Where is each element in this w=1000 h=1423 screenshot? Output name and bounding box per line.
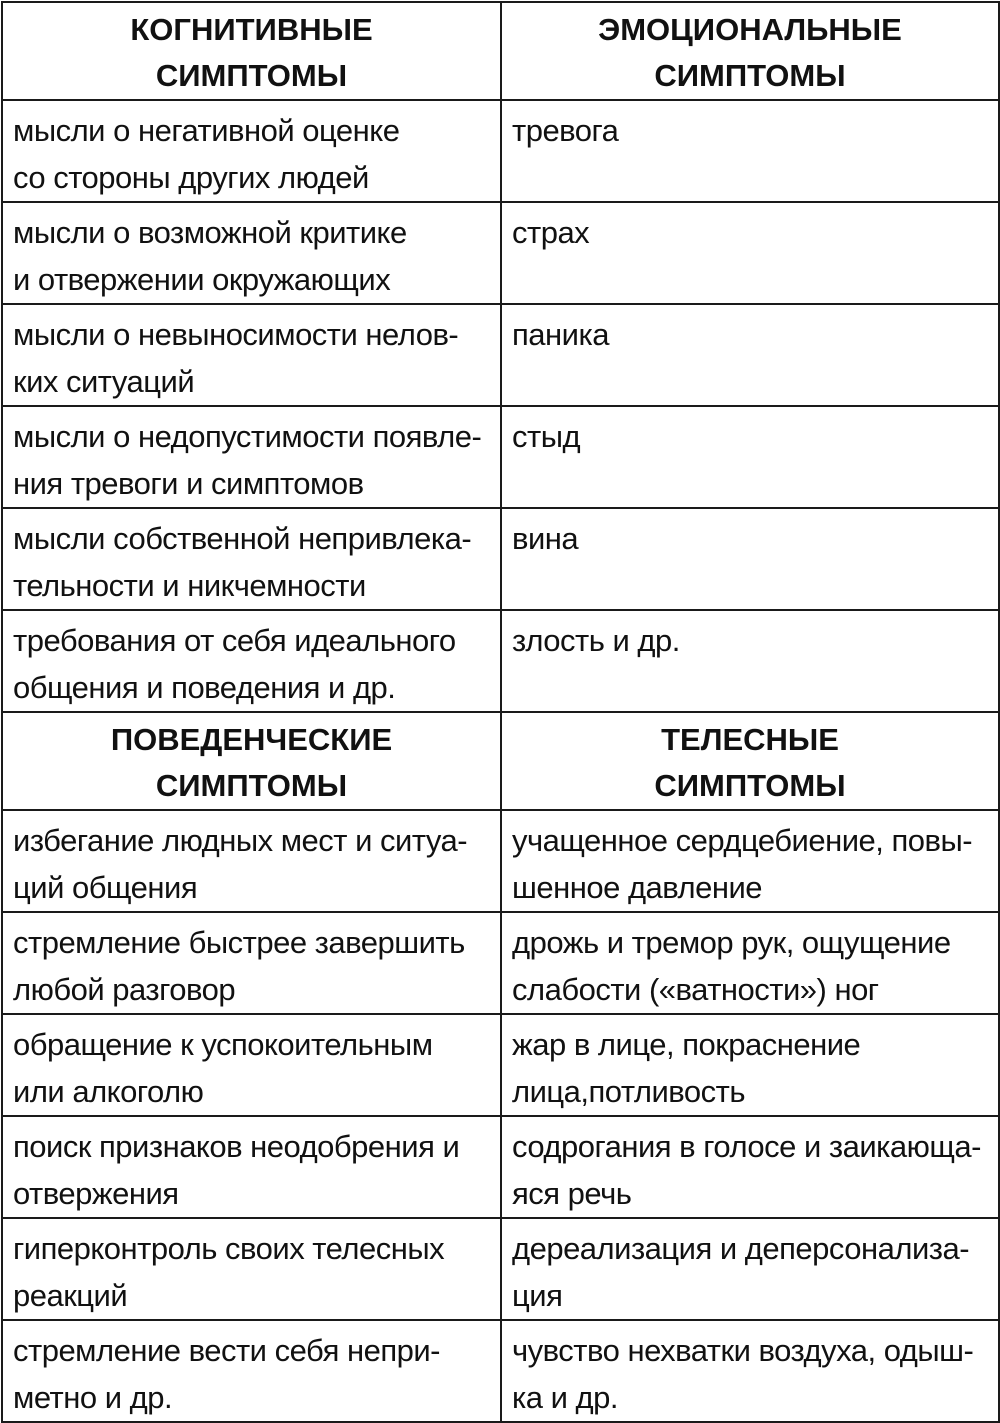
bodily-symptom-cell: учащенное сердцебиение, повы- шенное давление [501, 810, 999, 912]
behavioral-symptom-cell: гиперконтроль своих телесных реакций [2, 1218, 501, 1320]
emotional-symptom-cell: злость и др. [501, 610, 999, 712]
section-header-row [2, 712, 999, 810]
header-cognitive-symptoms: КОГНИТИВНЫЕ СИМПТОМЫ [2, 2, 501, 100]
table-row [2, 1014, 999, 1116]
behavioral-symptom-cell: поиск признаков неодобрения и отвержения [2, 1116, 501, 1218]
behavioral-symptom-cell: обращение к успокоительным или алкоголю [2, 1014, 501, 1116]
emotional-symptom-cell: стыд [501, 406, 999, 508]
bodily-symptom-cell: жар в лице, покраснение лица,потливость [501, 1014, 999, 1116]
emotional-symptom-cell: страх [501, 202, 999, 304]
bodily-symptom-cell: чувство нехватки воздуха, одыш- ка и др. [501, 1320, 999, 1422]
cognitive-symptom-cell: мысли о невыносимости нелов- ких ситуаций [2, 304, 501, 406]
table-row [2, 912, 999, 1014]
bodily-symptom-cell: дрожь и тремор рук, ощущение слабости («ватности») ног [501, 912, 999, 1014]
bodily-symptom-cell: дереализация и деперсонализа- ция [501, 1218, 999, 1320]
header-bodily-symptoms: ТЕЛЕСНЫЕ СИМПТОМЫ [501, 712, 999, 810]
symptoms-table [1, 1, 1000, 1423]
cognitive-symptom-cell: мысли о возможной критике и отвержении окружающих [2, 202, 501, 304]
cognitive-symptom-cell: мысли собственной непривлека- тельности и никчемности [2, 508, 501, 610]
table-row [2, 1116, 999, 1218]
behavioral-symptom-cell: избегание людных мест и ситуа- ций общения [2, 810, 501, 912]
table-row [2, 1218, 999, 1320]
table-row [2, 810, 999, 912]
table-row [2, 202, 999, 304]
behavioral-symptom-cell: стремление быстрее завершить любой разговор [2, 912, 501, 1014]
emotional-symptom-cell: тревога [501, 100, 999, 202]
table-row [2, 406, 999, 508]
cognitive-symptom-cell: требования от себя идеального общения и поведения и др. [2, 610, 501, 712]
section-header-row [2, 2, 999, 100]
bodily-symptom-cell: содрогания в голосе и заикающа- яся речь [501, 1116, 999, 1218]
header-emotional-symptoms: ЭМОЦИОНАЛЬНЫЕ СИМПТОМЫ [501, 2, 999, 100]
emotional-symptom-cell: паника [501, 304, 999, 406]
table-row [2, 1320, 999, 1422]
table-row [2, 508, 999, 610]
cognitive-symptom-cell: мысли о негативной оценке со стороны других людей [2, 100, 501, 202]
header-behavioral-symptoms: ПОВЕДЕНЧЕСКИЕ СИМПТОМЫ [2, 712, 501, 810]
cognitive-symptom-cell: мысли о недопустимости появле- ния тревоги и симптомов [2, 406, 501, 508]
table-row [2, 304, 999, 406]
behavioral-symptom-cell: стремление вести себя непри- метно и др. [2, 1320, 501, 1422]
table-row [2, 610, 999, 712]
table-row [2, 100, 999, 202]
emotional-symptom-cell: вина [501, 508, 999, 610]
